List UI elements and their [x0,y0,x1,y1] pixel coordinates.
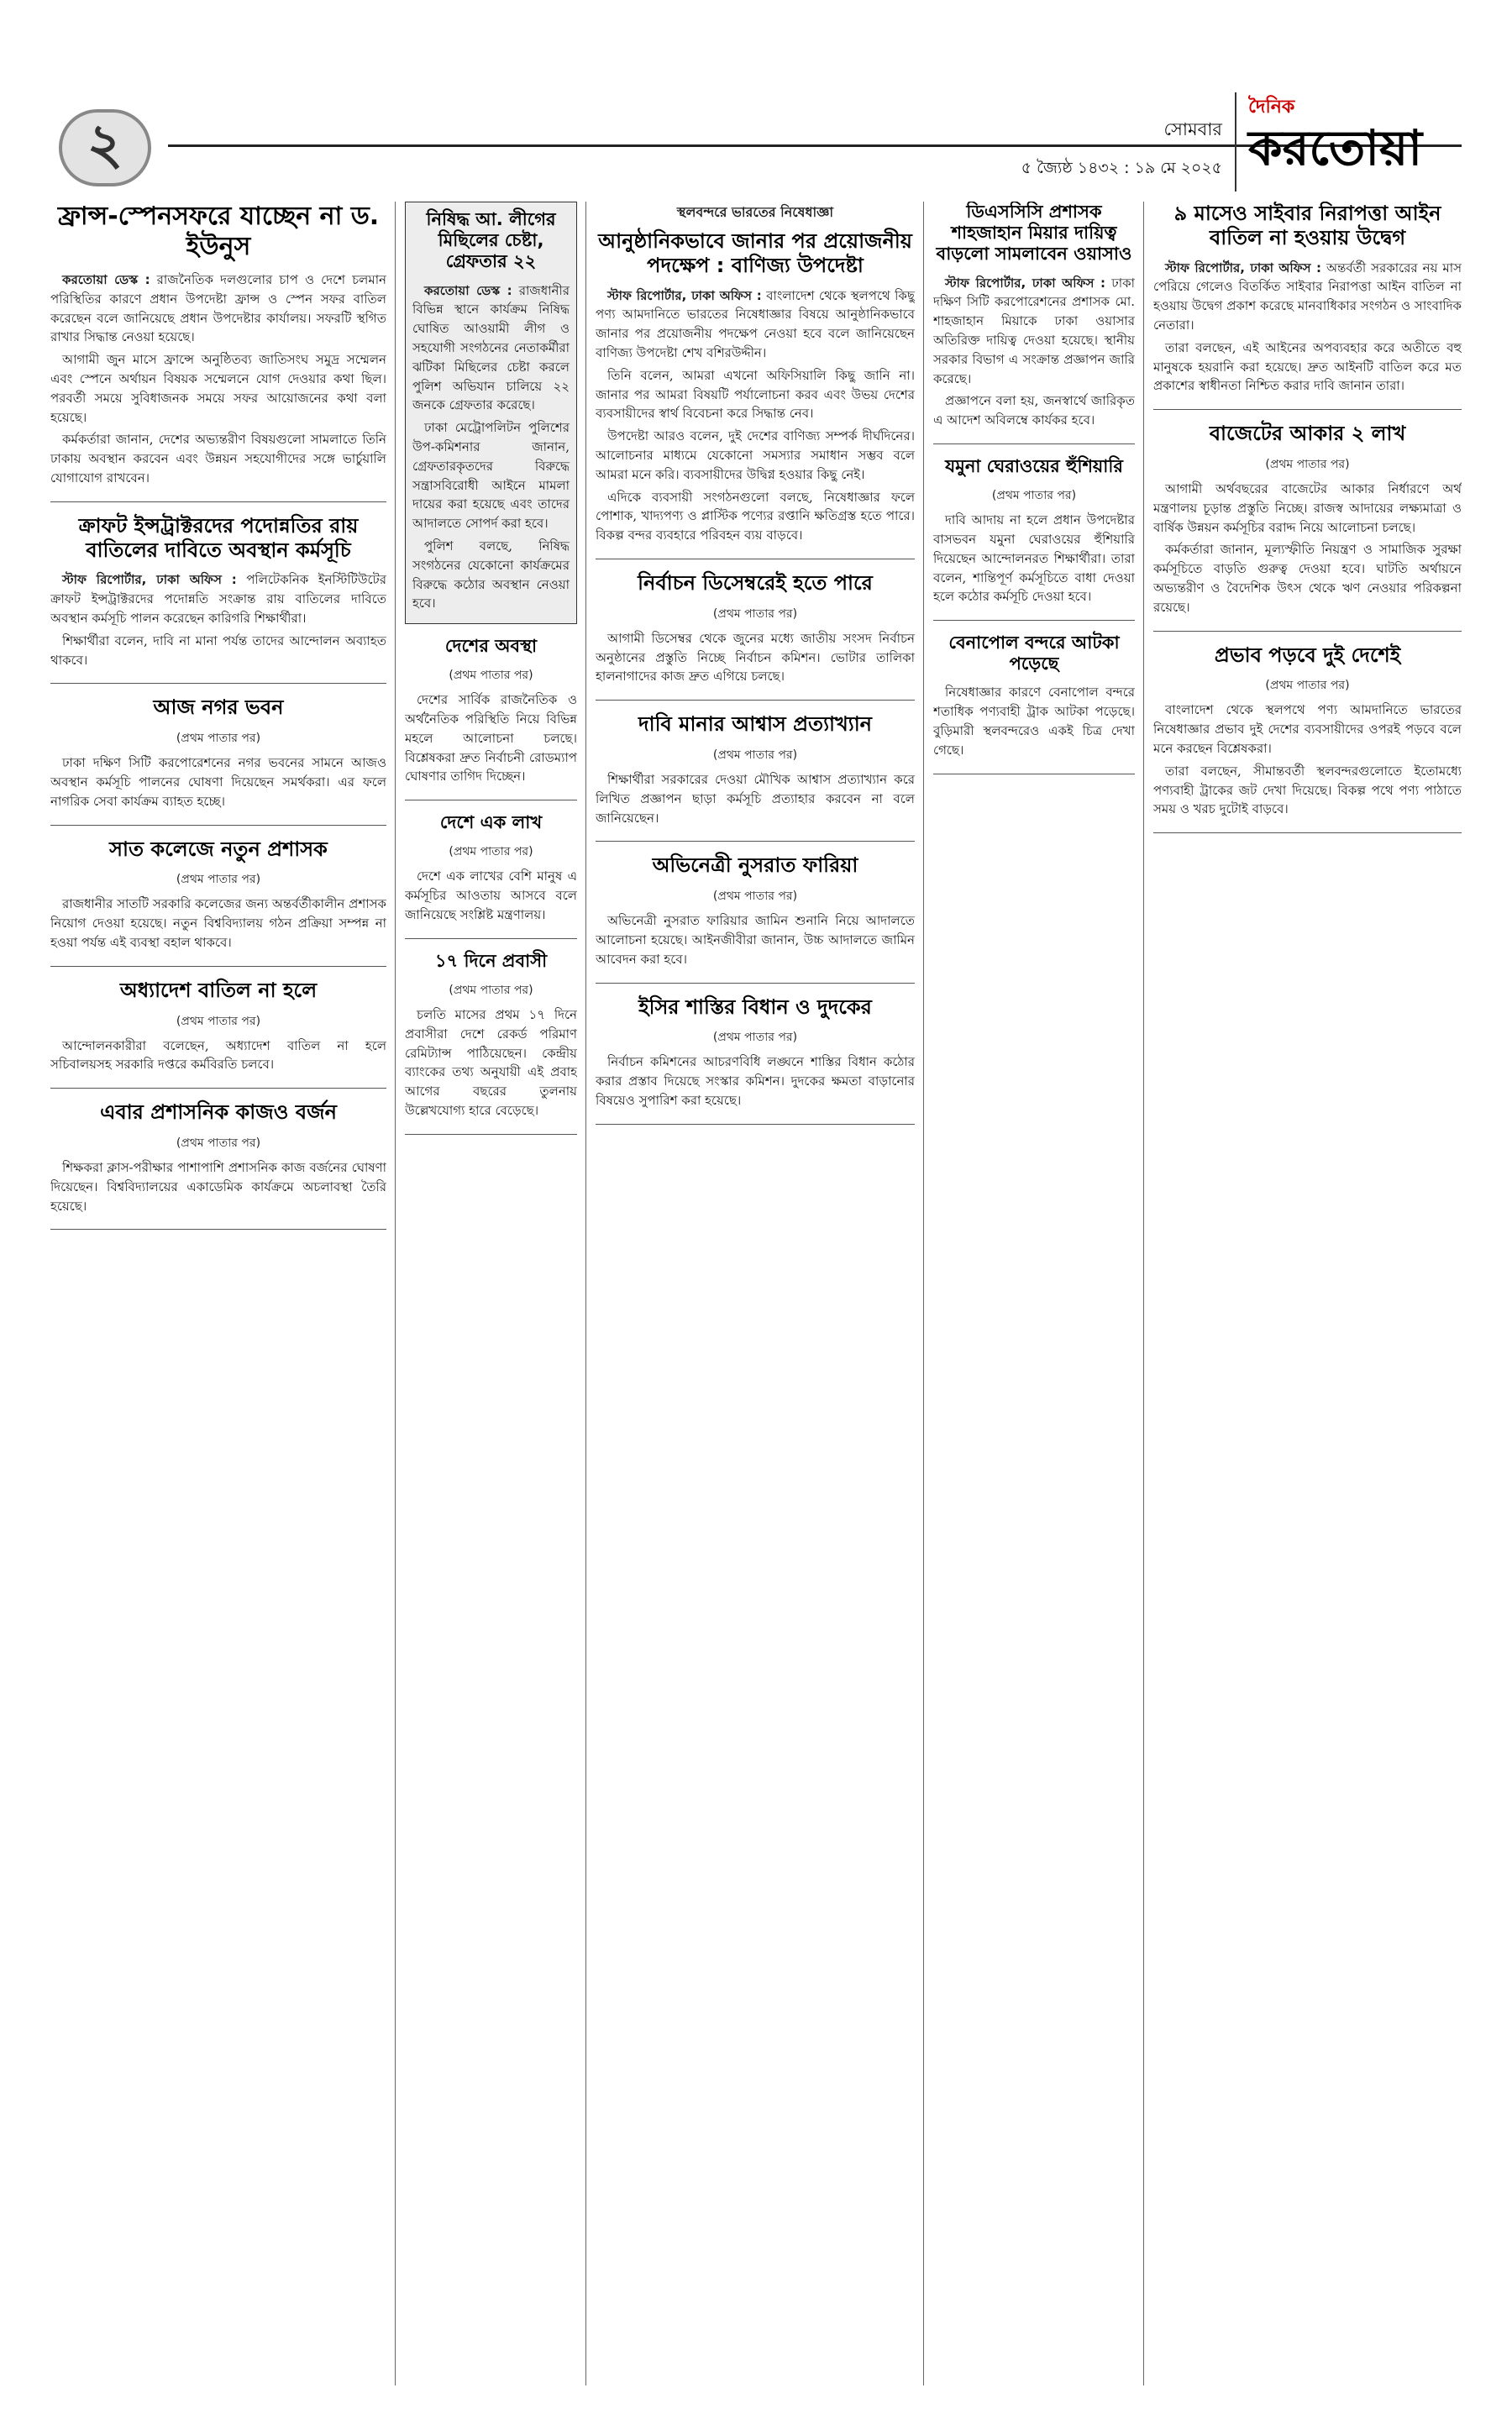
continued-label: (প্রথম পাতার পর) [712,748,798,762]
story-desh [405,636,577,800]
continued-label: (প্রথম পাতার পর) [991,489,1077,503]
column-divider [1143,202,1144,2385]
logo-name: করতোয়া [1248,119,1423,176]
continued-label: (প্রথম পাতার পর) [449,845,533,859]
story-admin [50,1100,386,1230]
story-issi [596,995,915,1125]
story-body: চলতি মাসের প্রথম ১৭ দিনে প্রবাসীরা দেশে রেকর্ড পরিমাণ রেমিট্যান্স পাঠিয়েছেন। কেন্দ্রীয় ব্যাংকের তথ্য অনুযায়ী এই প্রবাহ আগের বছরের তুলনায় উল্লেখযোগ্য হারে বেড়েছে। [405,1007,577,1119]
story-jamuna [933,456,1135,621]
story-cyber [1153,202,1462,410]
story-body: করতোয়া ডেস্ক : রাজধানীর বিভিন্ন স্থানে কার্যক্রম নিষিদ্ধ ঘোষিত আওয়ামী লীগ ও সহযোগী সংগঠনের নেতাকর্মীরা ঝটিকা মিছিলের চেষ্টা করলে পুলিশ অভিযান চালিয়ে ২২ জনকে গ্রেফতার করেছে। ঢাকা মেট্রোপলিটন পুলিশের উপ-কমিশনার জানান, গ্রেফতারকৃতদের বিরুদ্ধে সন্ত্রাসবিরোধী আইনে মামলা দায়ের করা হয়েছে এবং তাদের আদালতে সোপর্দ করা হবে। পুলিশ বলছে, নিষিদ্ধ সংগঠনের যেকোনো কার্যক্রমের বিরুদ্ধে কঠোর অবস্থান নেওয়া হবে। [412,282,570,611]
story-nusrat [596,853,915,983]
continued-label: (প্রথম পাতার পর) [712,890,798,904]
story-headline: প্রভাব পড়বে দুই দেশেই [1214,643,1401,667]
story-body: বাংলাদেশ থেকে স্থলপথে পণ্য আমদানিতে ভারতের নিষেধাজ্ঞার প্রভাব দুই দেশের ব্যবসায়ীদের ওপরই পড়বে বলে মনে করছেন বিশ্লেষকরা। তারা বলছেন, সীমান্তবর্তী স্থলবন্দরগুলোতে ইতোমধ্যে পণ্যবাহী ট্রাকের জট দেখা দিয়েছে। বিকল্প পথে পণ্য পাঠাতে সময় ও খরচ দুটোই বাড়বে। [1153,702,1462,817]
continued-label: (প্রথম পাতার পর) [1265,679,1350,693]
story-byline: করতোয়া ডেস্ক : [62,272,150,287]
column-1 [50,202,386,2385]
story-yunus [50,202,386,502]
story-headline: আনুষ্ঠানিকভাবে জানার পর প্রয়োজনীয় পদক্ষেপ : বাণিজ্য উপদেষ্টা [598,229,912,277]
story-body: করতোয়া ডেস্ক : রাজনৈতিক দলগুলোর চাপ ও দেশে চলমান পরিস্থিতির কারণে প্রধান উপদেষ্টা ফ্রান্স ও স্পেন সফর বাতিল করেছেন বলে জানিয়েছে প্রধান উপদেষ্টার কার্যালয়। সফরটি স্থগিত রাখার সিদ্ধান্ত নেওয়া হয়েছে। আগামী জুন মাসে ফ্রান্সে অনুষ্ঠিতব্য জাতিসংঘ সমুদ্র সম্মেলন এবং স্পেনে অর্থায়ন বিষয়ক সম্মেলনে যোগ দেওয়ার কথা ছিল। পরবর্তী সময়ে সুবিধাজনক সময়ে সফর আয়োজনের কথা বলা হয়েছে। কর্মকর্তারা জানান, দেশের অভ্যন্তরীণ বিষয়গুলো সামলাতে তিনি ঢাকায় অবস্থান করবেন এবং উন্নয়ন সহযোগীদের সঙ্গে ভার্চুয়ালি যোগাযোগ রাখবেন। [50,272,386,485]
story-headline: ফ্রান্স-স্পেনসফরে যাচ্ছেন না ড. ইউনুস [57,202,380,261]
story-body: দেশের সার্বিক রাজনৈতিক ও অর্থনৈতিক পরিস্থিতি নিয়ে বিভিন্ন মহলে আলোচনা চলছে। বিশ্লেষকরা দ্রুত নির্বাচনী রোডম্যাপ ঘোষণার তাগিদ দিচ্ছেন। [405,692,577,785]
story-headline: নির্বাচন ডিসেম্বরেই হতে পারে [638,570,873,595]
continued-label: (প্রথম পাতার পর) [712,1031,798,1045]
column-3 [596,202,915,2385]
page-number-badge [59,109,151,186]
continued-label: (প্রথম পাতার পর) [176,873,261,887]
story-headline: নিষিদ্ধ আ. লীগের মিছিলের চেষ্টা, গ্রেফতার ২২ [426,209,556,272]
column-4 [933,202,1135,2385]
continued-label: (প্রথম পাতার পর) [449,669,533,683]
story-body: স্টাফ রিপোর্টার, ঢাকা অফিস : পলিটেকনিক ইনস্টিটিউটের ক্রাফট ইন্সট্রাক্টরদের পদোন্নতি সংক্রান্ত রায় বাতিলের দাবিতে অবস্থান কর্মসূচি পালন করেছেন কারিগরি শিক্ষার্থীরা। শিক্ষার্থীরা বলেন, দাবি না মানা পর্যন্ত তাদের আন্দোলন অব্যাহত থাকবে। [50,572,386,668]
continued-label: (প্রথম পাতার পর) [176,732,261,746]
story-nagar [50,695,386,825]
story-headline: সাত কলেজে নতুন প্রশাসক [109,837,328,861]
story-body: নির্বাচন কমিশনের আচরণবিধি লঙ্ঘনে শাস্তির বিধান কঠোর করার প্রস্তাব দিয়েছে সংস্কার কমিশন। দুদকের ক্ষমতা বাড়ানোর বিষয়েও সুপারিশ করা হয়েছে। [596,1054,915,1108]
story-byline: করতোয়া ডেস্ক : [424,282,512,298]
masthead-date: ৫ জ্যৈষ্ঠ ১৪৩২ : ১৯ মে ২০২৫ [1021,159,1222,177]
story-body: স্টাফ রিপোর্টার, ঢাকা অফিস : অন্তর্বর্তী সরকারের নয় মাস পেরিয়ে গেলেও বিতর্কিত সাইবার নিরাপত্তা আইন বাতিল না হওয়ায় উদ্বেগ প্রকাশ করেছে মানবাধিকার সংগঠন ও সাংবাদিক নেতারা। তারা বলছেন, এই আইনের অপব্যবহার করে অতীতে বহু মানুষকে হয়রানি করা হয়েছে। দ্রুত আইনটি বাতিল করে মত প্রকাশের স্বাধীনতা নিশ্চিত করার দাবি জানান তারা। [1153,260,1462,394]
masthead [50,92,1462,193]
story-body: নিষেধাজ্ঞার কারণে বেনাপোল বন্দরে শতাধিক পণ্যবাহী ট্রাক আটকা পড়েছে। বুড়িমারী স্থলবন্দরেও একই চিত্র দেখা গেছে। [933,685,1135,758]
story-body: শিক্ষার্থীরা সরকারের দেওয়া মৌখিক আশ্বাস প্রত্যাখ্যান করে লিখিত প্রজ্ঞাপন ছাড়া কর্মসূচি প্রত্যাহার করবেন না বলে জানিয়েছেন। [596,771,915,826]
story-prabasi [405,951,577,1135]
story-byline: স্টাফ রিপোর্টার, ঢাকা অফিস : [945,275,1106,291]
masthead-day: সোমবার [1163,119,1222,139]
story-one-lakh [405,812,577,939]
continued-label: (প্রথম পাতার পর) [449,984,533,998]
story-body: দাবি আদায় না হলে প্রধান উপদেষ্টার বাসভবন যমুনা ঘেরাওয়ের হুঁশিয়ারি দিয়েছেন আন্দোলনরত শিক্ষার্থীরা। তারা বলেন, শান্তিপূর্ণ কর্মসূচিতে বাধা দেওয়া হলে কঠোর কর্মসূচি দেওয়া হবে। [933,512,1135,605]
column-2 [405,202,577,2385]
story-demand [596,712,915,842]
story-headline: বাজেটের আকার ২ লাখ [1209,422,1406,446]
story-body: ঢাকা দক্ষিণ সিটি করপোরেশনের নগর ভবনের সামনে আজও অবস্থান কর্মসূচি পালনের ঘোষণা দিয়েছেন সমর্থকরা। এর ফলে নাগরিক সেবা কার্যক্রম ব্যাহত হচ্ছে। [50,755,386,809]
continued-label: (প্রথম পাতার পর) [712,606,798,621]
story-body: শিক্ষকরা ক্লাস-পরীক্ষার পাশাপাশি প্রশাসনিক কাজ বর্জনের ঘোষণা দিয়েছেন। বিশ্ববিদ্যালয়ের একাডেমিক কার্যক্রমে অচলাবস্থা তৈরি হয়েছে। [50,1159,386,1214]
column-divider [395,202,396,2385]
story-byline: স্টাফ রিপোর্টার, ঢাকা অফিস : [1165,260,1321,276]
column-divider [585,202,586,2385]
story-headline: অধ্যাদেশ বাতিল না হলে [119,978,318,1002]
story-effect [1153,643,1462,834]
story-kraft [50,514,386,685]
story-headline: ৯ মাসেও সাইবার নিরাপত্তা আইন বাতিল না হওয়ায় উদ্বেগ [1173,202,1441,249]
story-headline: ১৭ দিনে প্রবাসী [434,950,548,971]
logo-small-text: দৈনিক [1248,97,1295,118]
story-body: স্টাফ রিপোর্টার, ঢাকা অফিস : বাংলাদেশ থেকে স্থলপথে কিছু পণ্য আমদানিতে ভারতের নিষেধাজ্ঞার বিষয়ে আনুষ্ঠানিকভাবে জানার পর প্রয়োজনীয় পদক্ষেপ নেওয়া হবে বলে জানিয়েছেন বাণিজ্য উপদেষ্টা শেখ বশিরউদ্দীন। তিনি বলেন, আমরা এখনো অফিসিয়ালি কিছু জানি না। জানার পর আমরা বিষয়টি পর্যালোচনা করব এবং উভয় দেশের ব্যবসায়ীদের স্বার্থ বিবেচনা করে সিদ্ধান্ত নেব। উপদেষ্টা আরও বলেন, দুই দেশের বাণিজ্য সম্পর্ক দীর্ঘদিনের। আলোচনার মাধ্যমে যেকোনো সমস্যার সমাধান সম্ভব বলে আমরা মনে করি। ব্যবসায়ীদের উদ্বিগ্ন হওয়ার কিছু নেই। এদিকে ব্যবসায়ী সংগঠনগুলো বলছে, নিষেধাজ্ঞার ফলে পোশাক, খাদ্যপণ্য ও প্লাস্টিক পণ্যের রপ্তানি ক্ষতিগ্রস্ত হতে পারে। বিকল্প বন্দর ব্যবহারে পরিবহন ব্যয় বাড়বে। [596,287,915,543]
story-body: রাজধানীর সাতটি সরকারি কলেজের জন্য অন্তর্বর্তীকালীন প্রশাসক নিয়োগ দেওয়া হয়েছে। নতুন বিশ্ববিদ্যালয় গঠন প্রক্রিয়া সম্পন্ন না হওয়া পর্যন্ত এই ব্যবস্থা বহাল থাকবে। [50,896,386,950]
story-truck [933,632,1135,774]
story-ordinance [50,979,386,1089]
story-body: আগামী ডিসেম্বর থেকে জুনের মধ্যে জাতীয় সংসদ নির্বাচন অনুষ্ঠানের প্রস্তুতি নিচ্ছে নির্বাচন কমিশন। ভোটার তালিকা হালনাগাদের কাজ দ্রুত এগিয়ে চলছে। [596,630,915,685]
story-headline: এবার প্রশাসনিক কাজও বর্জন [100,1100,337,1125]
story-seven [50,837,386,967]
story-headline: ডিএসসিসি প্রশাসক শাহজাহান মিয়ার দায়িত্ব বাড়লো সামলাবেন ওয়াসাও [936,202,1132,265]
story-headline: দেশে এক লাখ [439,812,543,833]
story-body: আগামী অর্থবছরের বাজেটের আকার নির্ধারণে অর্থ মন্ত্রণালয় চূড়ান্ত প্রস্তুতি নিচ্ছে। রাজস্ব আদায়ের লক্ষ্যমাত্রা ও বার্ষিক উন্নয়ন কর্মসূচির বরাদ্দ নিয়ে আলোচনা চলছে। কর্মকর্তারা জানান, মূল্যস্ফীতি নিয়ন্ত্রণ ও সামাজিক সুরক্ষা কর্মসূচিতে বাড়তি গুরুত্ব দেওয়া হবে। ঘাটতি অর্থায়নে অভ্যন্তরীণ ও বৈদেশিক উৎস থেকে ঋণ নেওয়ার পরিকল্পনা রয়েছে। [1153,480,1462,615]
story-awami [405,202,577,624]
story-overline: স্থলবন্দরে ভারতের নিষেধাজ্ঞা [676,204,834,220]
newspaper-logo [1235,92,1462,192]
continued-label: (প্রথম পাতার পর) [1265,457,1350,471]
story-headline: ইসির শাস্তির বিধান ও দুদকের [638,995,872,1019]
story-headline: ক্রাফট ইন্সট্রাক্টরদের পদোন্নতির রায় বাতিলের দাবিতে অবস্থান কর্মসূচি [78,513,359,562]
story-body: স্টাফ রিপোর্টার, ঢাকা অফিস : ঢাকা দক্ষিণ সিটি করপোরেশনের প্রশাসক মো. শাহজাহান মিয়াকে ঢাকা ওয়াসার অতিরিক্ত দায়িত্ব দেওয়া হয়েছে। স্থানীয় সরকার বিভাগ এ সংক্রান্ত প্রজ্ঞাপন জারি করেছে। প্রজ্ঞাপনে বলা হয়, জনস্বার্থে জারিকৃত এ আদেশ অবিলম্বে কার্যকর হবে। [933,275,1135,428]
page-number: ২ [87,112,123,176]
column-divider [923,202,924,2385]
story-election [596,571,915,701]
story-headline: দাবি মানার আশ্বাস প্রত্যাখ্যান [638,712,872,737]
story-headline: অভিনেত্রী নুসরাত ফারিয়া [652,853,858,878]
story-body: অভিনেত্রী নুসরাত ফারিয়ার জামিন শুনানি নিয়ে আদালতে আলোচনা হয়েছে। আইনজীবীরা জানান, উচ্চ আদালতে জামিন আবেদন করা হবে। [596,913,915,967]
continued-label: (প্রথম পাতার পর) [176,1014,261,1028]
story-dhaka-ds [933,202,1135,444]
story-headline: যমুনা ঘেরাওয়ের হুঁশিয়ারি [945,455,1123,476]
story-body: আন্দোলনকারীরা বলেছেন, অধ্যাদেশ বাতিল না হলে সচিবালয়সহ সরকারি দপ্তরে কর্মবিরতি চলবে। [50,1037,386,1073]
story-land-port [596,202,915,559]
story-headline: দেশের অবস্থা [444,636,538,657]
story-body: দেশে এক লাখের বেশি মানুষ এ কর্মসূচির আওতায় আসবে বলে জানিয়েছে সংশ্লিষ্ট মন্ত্রণালয়। [405,869,577,923]
story-headline: আজ নগর ভবন [153,695,284,720]
column-5 [1153,202,1462,2385]
story-headline: বেনাপোল বন্দরে আটকা পড়েছে [948,632,1120,674]
story-byline: স্টাফ রিপোর্টার, ঢাকা অফিস : [607,287,762,303]
story-budget [1153,422,1462,631]
story-byline: স্টাফ রিপোর্টার, ঢাকা অফিস : [62,572,237,588]
continued-label: (প্রথম পাতার পর) [176,1136,261,1150]
